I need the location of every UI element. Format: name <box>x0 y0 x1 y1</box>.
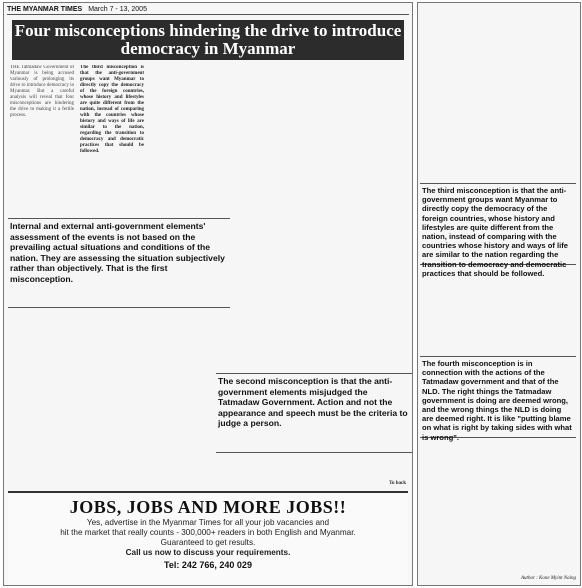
body-column-1 <box>10 65 74 213</box>
right-column-4 <box>501 269 575 353</box>
body-column-4 <box>220 65 280 365</box>
intro-paragraph: THE Tatmadaw Government of Myanmar is being accused variously of prolonging its drive to introduce democracy in Myanmar. But a careful analysis will reveal that four misconceptions are hindering the drive to making it a fertile process. <box>10 65 74 118</box>
body-column-7 <box>10 313 74 485</box>
paper-name: THE MYANMAR TIMES <box>7 5 83 13</box>
job-advertisement <box>8 491 408 585</box>
right-column-2 <box>501 7 575 177</box>
ad-phone: Tel: 242 766, 240 029 <box>164 560 252 570</box>
continuation-clipping <box>417 2 581 586</box>
right-column-5 <box>421 443 495 571</box>
continued-label: To back <box>389 481 406 486</box>
ad-title: JOBS, JOBS AND MORE JOBS!! <box>69 497 347 517</box>
ad-line-3: Guaranteed to get results. <box>160 538 256 547</box>
body-column-6 <box>348 65 408 365</box>
body-column-2 <box>80 65 144 213</box>
ad-line-4: Call us now to discuss your requirements. <box>125 548 291 557</box>
body-column-10 <box>218 458 408 480</box>
ad-line-2: hit the market that really counts - 300,000+ readers in both English and Myanmar. <box>60 528 356 537</box>
pull-quote-2: The second misconception is that the anti-government elements misjudged the Tatmadaw Government. Action and not the appearance and speech must be the criteria to judge a person. <box>216 373 412 453</box>
body-column-5 <box>284 65 344 365</box>
lead-paragraph: The third misconception is that the anti-government groups want Myanmar to directly copy the democracy of the foreign countries, whose history and lifestyles are quite different from the nation, instead of comparing with the countries whose history and ways of life are similar to the nation, regarding the transition to democracy and democratic practices that should be followed. <box>80 65 144 154</box>
right-pull-quote-2: The fourth misconception is in connection with the actions of the Tatmadaw government and that of the NLD. The right things the Tatmadaw government is doing are deemed wrong, and the wrong things the NLD is doing are deemed right. It is like "putting blame on what is right by taking sides with what is wrong". <box>420 356 576 438</box>
pull-quote-1: Internal and external anti-government elements' assessment of the events is not based on the prevailing actual situations and conditions of the nation. They are assessing the situation subjectively rather than objectively. That is the first misconception. <box>8 218 230 308</box>
masthead <box>7 4 409 15</box>
body-column-8 <box>80 313 144 485</box>
right-column-1 <box>421 7 495 177</box>
ad-line-1: Yes, advertise in the Myanmar Times for all your job vacancies and <box>86 518 330 527</box>
headline: Four misconceptions hindering the drive to introduce democracy in Myanmar <box>12 20 404 60</box>
right-pull-quote-1: The third misconception is that the anti-government groups want Myanmar to directly copy the democracy of the foreign countries, whose history and lifestyles are quite different from the nation, instead of comparing with the countries whose history and ways of life are similar to the nation regarding the transition to democracy and democratic practices that should be followed. <box>420 183 576 265</box>
body-column-3 <box>150 65 214 213</box>
main-clipping <box>3 2 413 586</box>
body-column-9 <box>150 313 214 485</box>
issue-date: March 7 - 13, 2005 <box>88 5 147 13</box>
right-column-6 <box>501 443 575 571</box>
author-byline: Author : Kone Myint Naing <box>521 576 576 581</box>
right-column-3 <box>421 269 495 353</box>
